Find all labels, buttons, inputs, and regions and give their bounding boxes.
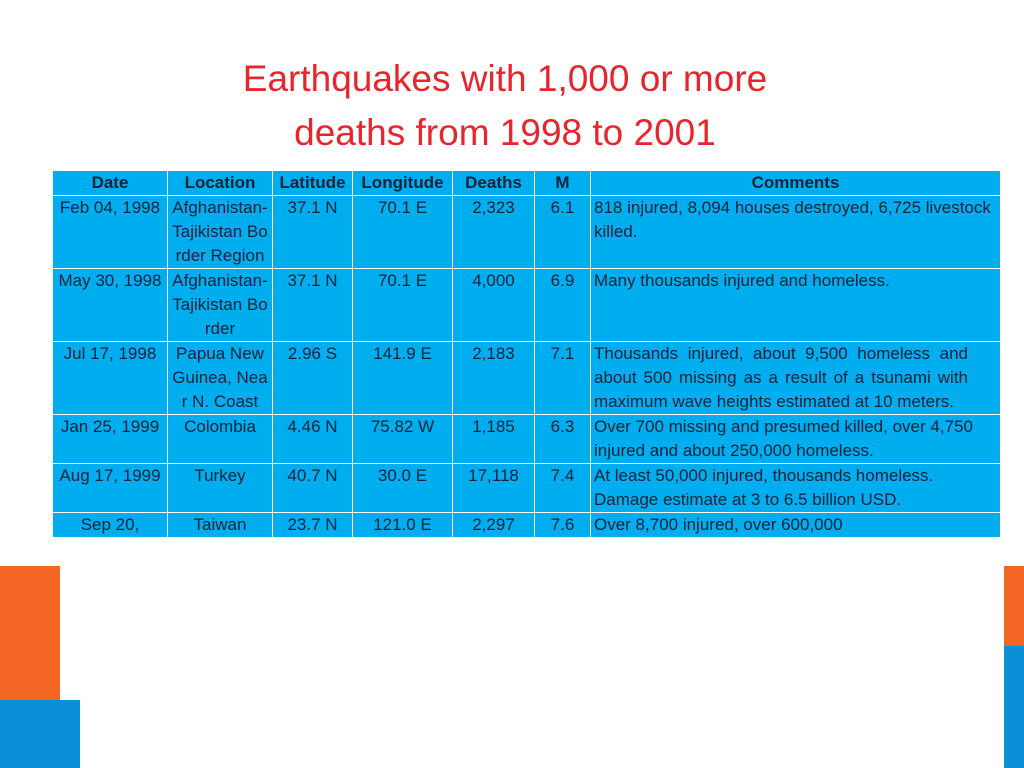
cell-magnitude: 7.4 xyxy=(535,464,591,513)
header-deaths: Deaths xyxy=(453,171,535,196)
header-location: Location xyxy=(168,171,273,196)
cell-comments: At least 50,000 injured, thousands homeless. Damage estimate at 3 to 6.5 billion USD. xyxy=(591,464,1001,513)
table-header-row xyxy=(53,171,1001,196)
cell-magnitude: 7.6 xyxy=(535,513,591,538)
cell-location: Afghanistan-Tajikistan Border xyxy=(168,269,273,342)
header-magnitude: M xyxy=(535,171,591,196)
cell-magnitude: 7.1 xyxy=(535,342,591,415)
cell-comments: Thousands injured, about 9,500 homeless and about 500 missing as a result of a tsunami with maximum wave heights estimated at 10 meters. xyxy=(591,342,1001,415)
cell-latitude: 37.1 N xyxy=(273,269,353,342)
cell-comments: Over 8,700 injured, over 600,000 xyxy=(591,513,1001,538)
slide-title xyxy=(150,52,860,160)
header-comments: Comments xyxy=(591,171,1001,196)
cell-date: Sep 20, xyxy=(53,513,168,538)
cell-location: Papua New Guinea, Near N. Coast xyxy=(168,342,273,415)
slide-title-line-1: Earthquakes with 1,000 or more xyxy=(242,58,768,99)
cell-magnitude: 6.9 xyxy=(535,269,591,342)
cell-longitude: 30.0 E xyxy=(353,464,453,513)
cell-longitude: 141.9 E xyxy=(353,342,453,415)
cell-deaths: 1,185 xyxy=(453,415,535,464)
cell-latitude: 37.1 N xyxy=(273,196,353,269)
table-row xyxy=(53,269,1001,342)
cell-deaths: 2,183 xyxy=(453,342,535,415)
table-row xyxy=(53,415,1001,464)
cell-latitude: 2.96 S xyxy=(273,342,353,415)
cell-latitude: 40.7 N xyxy=(273,464,353,513)
cell-date: Feb 04, 1998 xyxy=(53,196,168,269)
cell-date: Aug 17, 1999 xyxy=(53,464,168,513)
cell-comments: Many thousands injured and homeless. xyxy=(591,269,1001,342)
cell-date: Jul 17, 1998 xyxy=(53,342,168,415)
table-row xyxy=(53,196,1001,269)
table-row xyxy=(53,464,1001,513)
cell-latitude: 23.7 N xyxy=(273,513,353,538)
cell-date: Jan 25, 1999 xyxy=(53,415,168,464)
slide-title-line-2: deaths from 1998 to 2001 xyxy=(294,112,716,153)
cell-comments: Over 700 missing and presumed killed, over 4,750 injured and about 250,000 homeless. xyxy=(591,415,1001,464)
header-latitude: Latitude xyxy=(273,171,353,196)
cell-deaths: 2,297 xyxy=(453,513,535,538)
header-longitude: Longitude xyxy=(353,171,453,196)
table-row xyxy=(53,513,1001,538)
cell-deaths: 2,323 xyxy=(453,196,535,269)
cell-latitude: 4.46 N xyxy=(273,415,353,464)
right-orange-block xyxy=(1004,566,1024,646)
cell-longitude: 70.1 E xyxy=(353,196,453,269)
cell-location: Colombia xyxy=(168,415,273,464)
cell-magnitude: 6.3 xyxy=(535,415,591,464)
table-row xyxy=(53,342,1001,415)
cell-location: Turkey xyxy=(168,464,273,513)
header-date: Date xyxy=(53,171,168,196)
cell-location: Taiwan xyxy=(168,513,273,538)
cell-deaths: 4,000 xyxy=(453,269,535,342)
cell-location: Afghanistan-Tajikistan Border Region xyxy=(168,196,273,269)
earthquake-table xyxy=(52,170,1001,538)
cell-longitude: 121.0 E xyxy=(353,513,453,538)
blue-corner-block xyxy=(0,700,80,768)
cell-magnitude: 6.1 xyxy=(535,196,591,269)
cell-deaths: 17,118 xyxy=(453,464,535,513)
cell-longitude: 75.82 W xyxy=(353,415,453,464)
cell-date: May 30, 1998 xyxy=(53,269,168,342)
cell-comments: 818 injured, 8,094 houses destroyed, 6,725 livestock killed. xyxy=(591,196,1001,269)
cell-longitude: 70.1 E xyxy=(353,269,453,342)
